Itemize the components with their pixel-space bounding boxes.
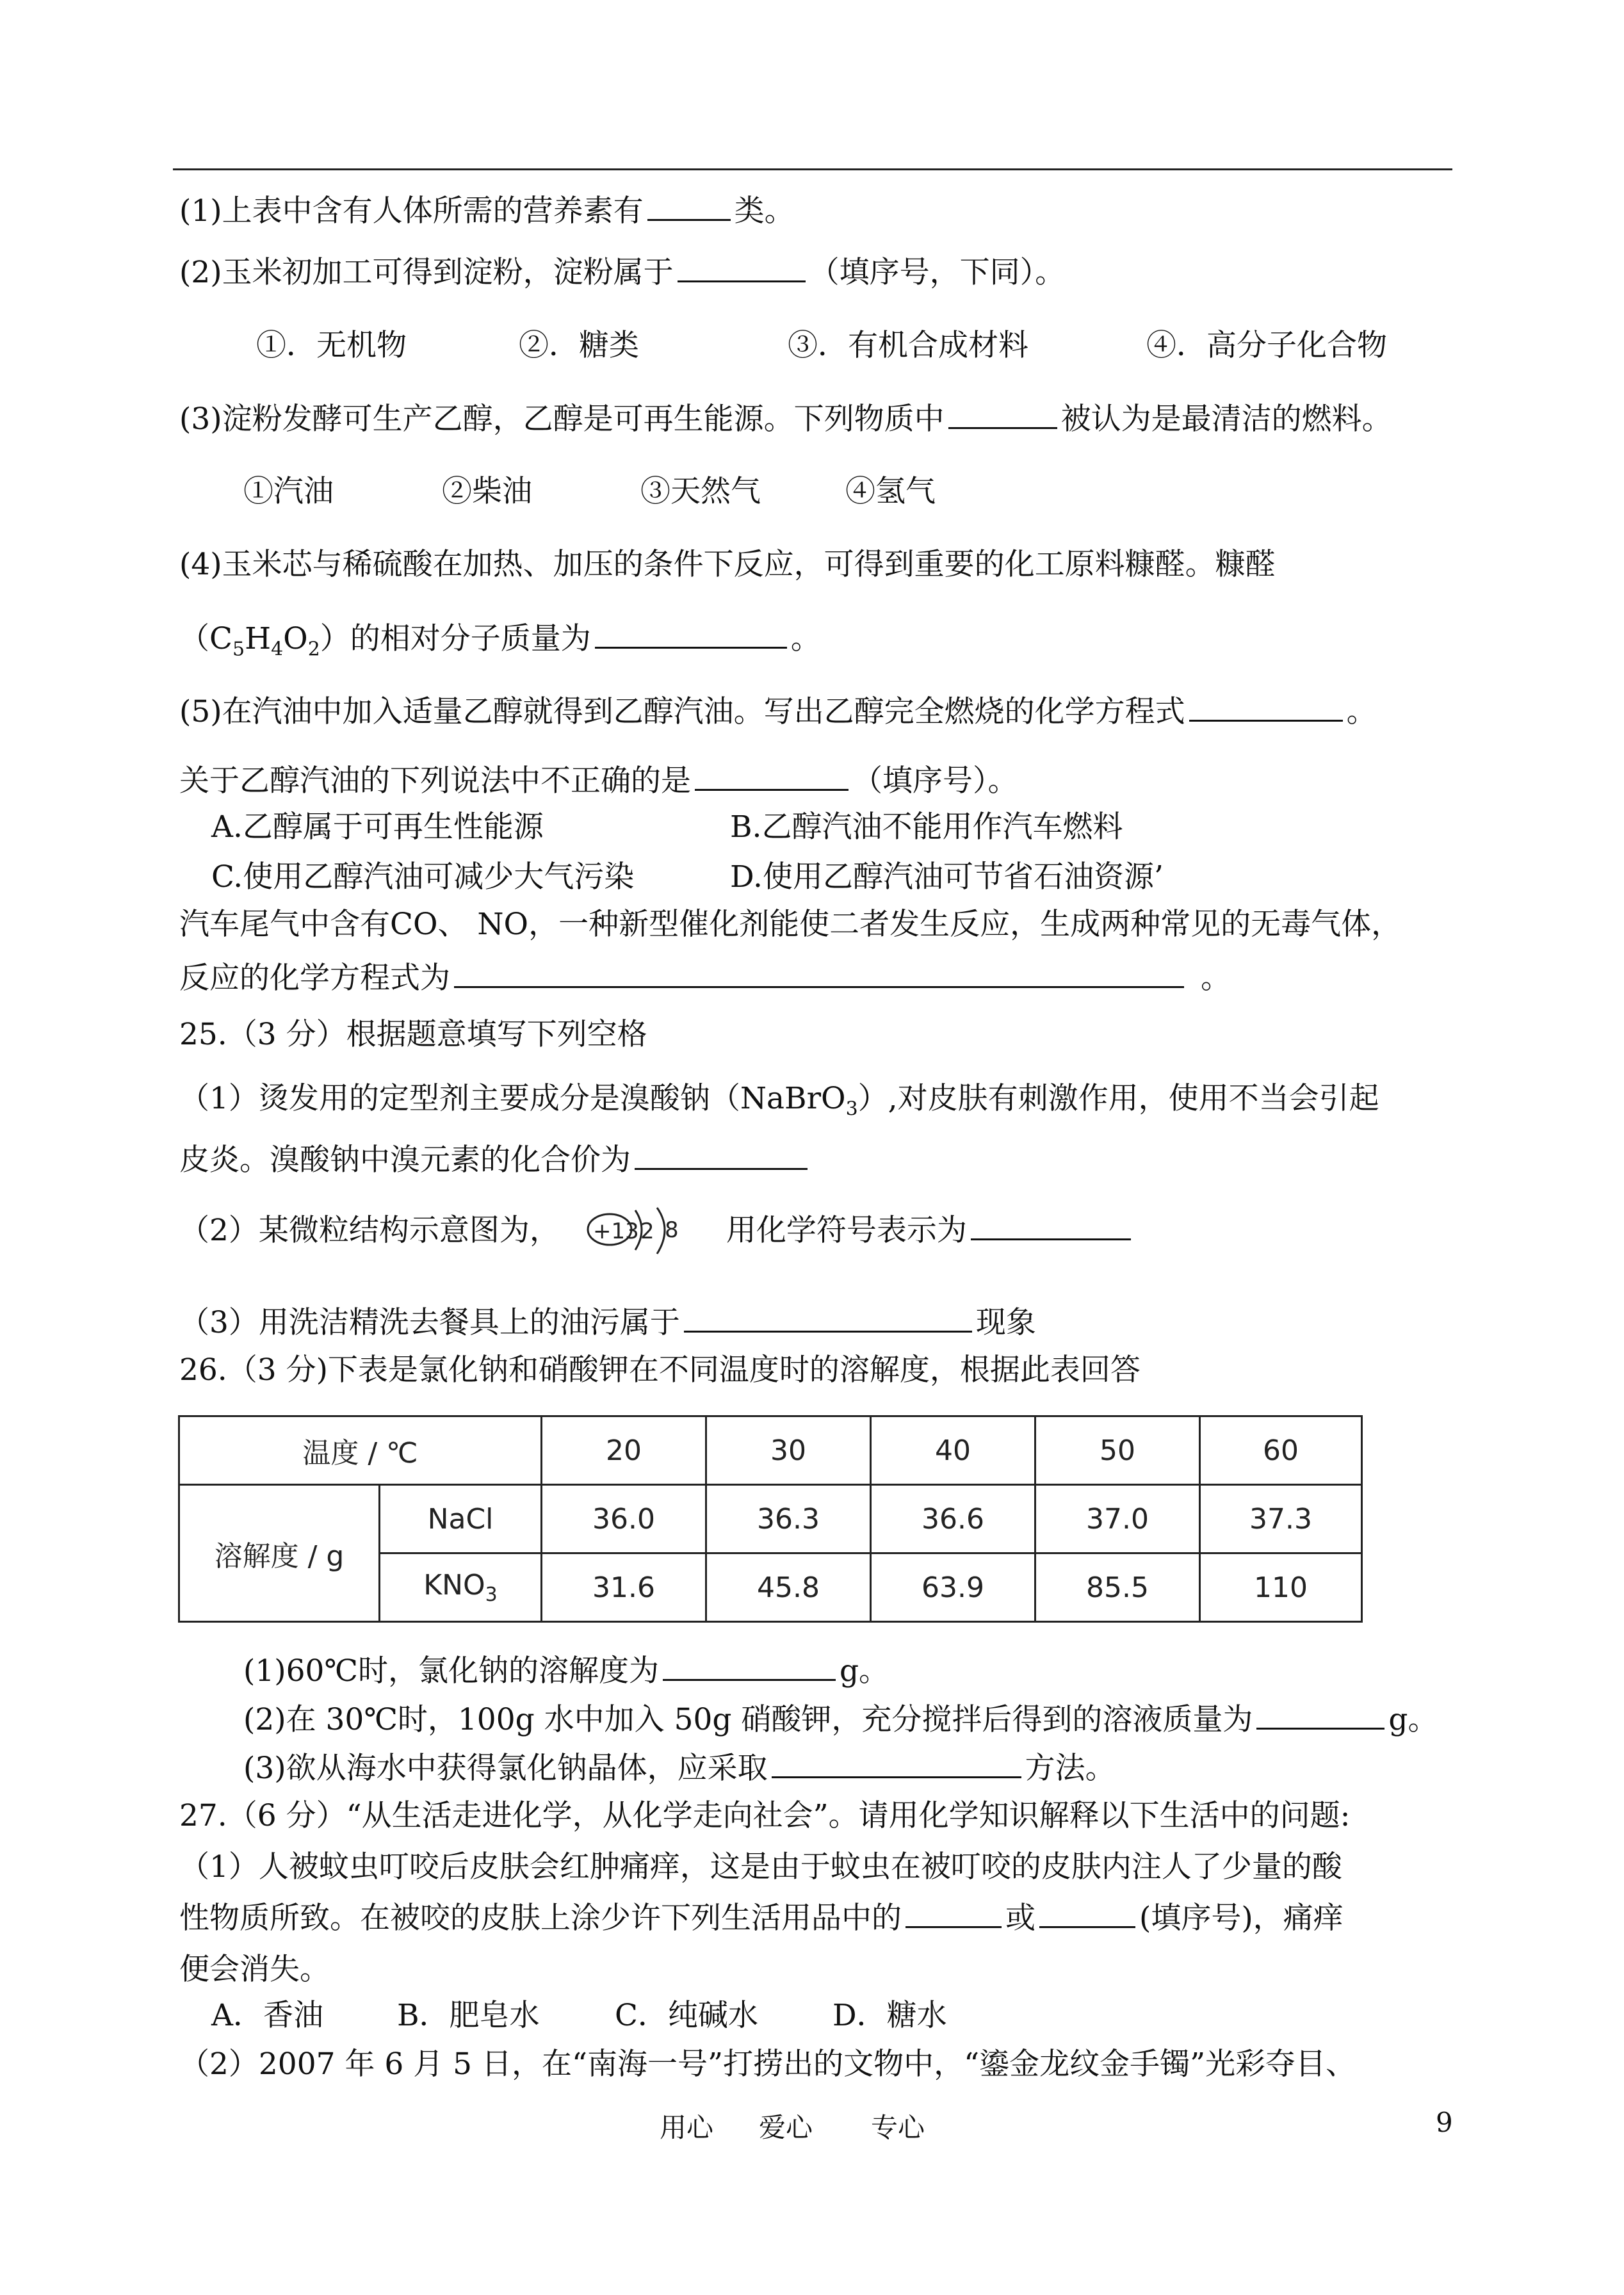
answer-blank[interactable]: [772, 1751, 1021, 1778]
answer-blank[interactable]: [1039, 1901, 1135, 1928]
formula-sub: 3: [485, 1583, 498, 1606]
q26-heading: [179, 1351, 1141, 1390]
header-rule: [173, 168, 1452, 170]
q-prev-3-tail: 被认为是最清洁的燃料。: [1060, 401, 1392, 437]
q-prev-line-5b: [179, 762, 1018, 800]
q-prev-line-4a: [179, 546, 1276, 584]
page-number: 9: [1436, 2107, 1453, 2138]
answer-blank[interactable]: [1256, 1702, 1384, 1730]
q27-1b-mid: 或: [1005, 1901, 1035, 1936]
option-a: A．香油: [211, 1998, 323, 2033]
answer-blank[interactable]: [905, 1901, 1002, 1928]
option-1: ①汽油: [243, 474, 334, 509]
shell-arc-2: [657, 1208, 665, 1254]
q25-title: 25.（3 分）根据题意填写下列空格: [179, 1017, 647, 1052]
q25-1b-text: 皮炎。溴酸钠中溴元素的化合价为: [179, 1142, 631, 1178]
option-3: ③天然气: [640, 474, 761, 509]
q25-2-text: （2）某微粒结构示意图为，: [179, 1213, 560, 1248]
q-prev-5b-tail: （填序号）。: [852, 763, 1018, 799]
q25-line-1a: [179, 1080, 1379, 1128]
q-prev-line-6b: [179, 959, 1231, 998]
q-prev-line-5a: [179, 693, 1377, 731]
formula-part: O: [283, 621, 308, 656]
q-prev-2-options: [256, 327, 1387, 365]
table-row: [179, 1485, 1362, 1553]
table-cell: 30: [706, 1416, 871, 1485]
table-cell: 31.6: [542, 1553, 706, 1622]
q-prev-5-options-cd: [211, 858, 1164, 896]
footer-item-2: 爱心: [759, 2112, 813, 2143]
q-prev-1-tail: 类。: [734, 193, 795, 229]
answer-blank[interactable]: [647, 193, 731, 221]
q27-2a-text: （2）2007 年 6 月 5 日，在“南海一号”打捞出的文物中，“鎏金龙纹金手镯”光彩夺目、: [179, 2047, 1356, 2082]
q25-1a-text: （1）烫发用的定型剂主要成分是溴酸钠（NaBrO: [179, 1081, 846, 1116]
q26-2-tail: g。: [1388, 1702, 1438, 1737]
formula-part: H: [245, 621, 272, 656]
table-cell: 45.8: [706, 1553, 871, 1622]
table-cell: 36.0: [542, 1485, 706, 1553]
option-3: ③．有机合成材料: [788, 328, 1028, 363]
table-row: [179, 1416, 1362, 1485]
q27-line-1a: [179, 1848, 1342, 1886]
q25-2-tail: 用化学符号表示为: [726, 1213, 967, 1248]
solubility-table: [178, 1415, 1363, 1623]
q26-title: 26.（3 分)下表是氯化钠和硝酸钾在不同温度时的溶解度，根据此表回答: [179, 1352, 1141, 1388]
table-cell: 110: [1200, 1553, 1362, 1622]
q-prev-3-text: (3)淀粉发酵可生产乙醇，乙醇是可再生能源。下列物质中: [179, 401, 945, 437]
formula-sub: 5: [232, 638, 245, 661]
option-b: B.乙醇汽油不能用作汽车燃料: [730, 809, 1123, 845]
q-prev-line-1: [179, 192, 795, 231]
formula-part: （C: [179, 621, 232, 656]
q26-1-tail: g。: [839, 1653, 889, 1689]
q25-heading: [179, 1016, 647, 1054]
table-cell: 40: [871, 1416, 1035, 1485]
answer-blank[interactable]: [454, 961, 1184, 988]
atom-structure-diagram: [579, 1204, 707, 1261]
table-cell: 36.6: [871, 1485, 1035, 1553]
q-prev-line-2: [179, 254, 1065, 292]
q-prev-6b-tail: 。: [1201, 961, 1231, 996]
nucleus-charge: +13: [592, 1219, 639, 1244]
q-prev-2-text: (2)玉米初加工可得到淀粉，淀粉属于: [179, 255, 674, 290]
answer-blank[interactable]: [971, 1213, 1131, 1240]
table-row-label: [380, 1553, 542, 1622]
q25-line-1b: [179, 1141, 811, 1180]
formula-sub: 4: [271, 638, 284, 661]
option-1: ①．无机物: [256, 328, 407, 363]
answer-blank[interactable]: [635, 1142, 808, 1170]
table-cell: 63.9: [871, 1553, 1035, 1622]
q-prev-line-6a: [179, 905, 1401, 944]
q-prev-2-tail: （填序号，下同）。: [809, 255, 1066, 290]
footer-item-3: 专心: [871, 2112, 925, 2143]
q-prev-5b-text: 关于乙醇汽油的下列说法中不正确的是: [179, 763, 691, 799]
q-prev-6b-text: 反应的化学方程式为: [179, 961, 450, 996]
q-prev-3-options: [243, 473, 936, 511]
table-row-label: NaCl: [380, 1485, 542, 1553]
table-cell: 36.3: [706, 1485, 871, 1553]
q26-1-text: (1)60℃时，氯化钠的溶解度为: [243, 1653, 659, 1689]
table-cell: 20: [542, 1416, 706, 1485]
table-cell: 85.5: [1035, 1553, 1200, 1622]
q-prev-6a-text: 汽车尾气中含有CO、 NO，一种新型催化剂能使二者发生反应，生成两种常见的无毒气体，: [179, 907, 1402, 942]
answer-blank[interactable]: [948, 401, 1057, 429]
q26-3-tail: 方法。: [1025, 1751, 1116, 1786]
option-a: A.乙醇属于可再生性能源: [211, 809, 544, 845]
q27-heading: [179, 1797, 1350, 1835]
q25-line-3: [179, 1304, 1036, 1342]
option-d: D．糖水: [832, 1998, 947, 2033]
q27-1a-text: （1）人被蚊虫叮咬后皮肤会红肿痛痒，这是由于蚊虫在被叮咬的皮肤内注人了少量的酸: [179, 1849, 1342, 1885]
option-c: C．纯碱水: [615, 1998, 758, 2033]
table-cell: 37.3: [1200, 1485, 1362, 1553]
formula-part: KNO: [423, 1569, 485, 1602]
q27-1-options: [211, 1997, 947, 2035]
q26-2-text: (2)在 30℃时，100g 水中加入 50g 硝酸钾，充分搅拌后得到的溶液质量为: [243, 1702, 1253, 1737]
footer-item-1: 用心: [660, 2112, 714, 2143]
shell-electrons-2: 8: [664, 1217, 679, 1243]
table-header-temp: 温度 / ℃: [179, 1416, 542, 1485]
q-prev-4-text: (4)玉米芯与稀硫酸在加热、加压的条件下反应，可得到重要的化工原料糠醛。糠醛: [179, 547, 1276, 582]
option-d: D.使用乙醇汽油可节省石油资源’: [730, 859, 1164, 895]
q-prev-line-4b: [179, 620, 821, 669]
option-4: ④氢气: [845, 474, 936, 509]
answer-blank[interactable]: [684, 1305, 972, 1333]
q-prev-5a-tail: 。: [1346, 694, 1377, 729]
answer-blank[interactable]: [1189, 694, 1343, 722]
table-header-solubility: 溶解度 / g: [179, 1485, 380, 1622]
q26-line-2: [243, 1701, 1438, 1739]
q26-line-3: [243, 1749, 1116, 1788]
answer-blank[interactable]: [695, 763, 849, 791]
q-prev-line-3: [179, 400, 1392, 439]
option-c: C.使用乙醇汽油可减少大气污染: [211, 859, 635, 895]
table-cell: 50: [1035, 1416, 1200, 1485]
q-prev-5-options-ab: [211, 808, 1123, 847]
q25-1a-tail: ）,对皮肤有刺激作用，使用不当会引起: [857, 1081, 1379, 1116]
q27-1c-text: 便会消失。: [179, 1952, 330, 1987]
q-prev-5a-text: (5)在汽油中加入适量乙醇就得到乙醇汽油。写出乙醇完全燃烧的化学方程式: [179, 694, 1185, 729]
q25-3-text: （3）用洗洁精洗去餐具上的油污属于: [179, 1305, 680, 1340]
q27-1b-tail: (填序号)，痛痒: [1139, 1901, 1344, 1936]
q-prev-4b-text: ）的相对分子质量为: [320, 621, 591, 656]
table-cell: 60: [1200, 1416, 1362, 1485]
q-prev-4b-tail: 。: [790, 621, 821, 656]
option-b: B．肥皂水: [397, 1998, 540, 2033]
answer-blank[interactable]: [595, 621, 787, 649]
table-cell: 37.0: [1035, 1485, 1200, 1553]
q27-line-1c: [179, 1950, 330, 1989]
option-2: ②柴油: [442, 474, 532, 509]
formula-sub: 2: [307, 638, 320, 661]
q27-1b-text: 性物质所致。在被咬的皮肤上涂少许下列生活用品中的: [179, 1901, 902, 1936]
q25-3-tail: 现象: [975, 1305, 1036, 1340]
shell-electrons-1: 2: [640, 1219, 654, 1244]
answer-blank[interactable]: [678, 255, 806, 282]
q25-line-2: [179, 1204, 1135, 1261]
q26-line-1: [243, 1652, 889, 1691]
q27-title: 27.（6 分）“从生活走进化学，从化学走向社会”。请用化学知识解释以下生活中的问题:: [179, 1798, 1351, 1833]
option-4: ④．高分子化合物: [1146, 328, 1387, 363]
q-prev-1-text: (1)上表中含有人体所需的营养素有: [179, 193, 644, 229]
option-2: ②．糖类: [519, 328, 639, 363]
q26-3-text: (3)欲从海水中获得氯化钠晶体，应采取: [243, 1751, 768, 1786]
answer-blank[interactable]: [663, 1653, 836, 1681]
q27-line-1b: [179, 1899, 1344, 1938]
q27-line-2a: [179, 2045, 1356, 2084]
atom-diagram-svg: [579, 1204, 707, 1261]
formula-sub: 3: [845, 1098, 858, 1121]
